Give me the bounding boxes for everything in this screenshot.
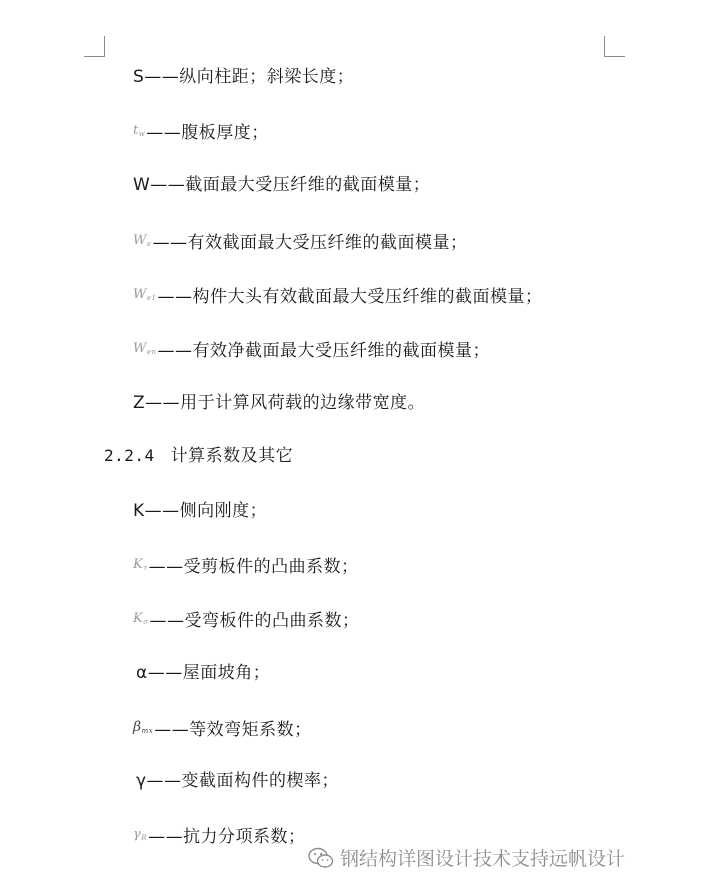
symbol-w-en: $W_{en}$: [133, 341, 157, 356]
definition-w: W——截面最大受压纤维的截面模量；: [133, 175, 431, 195]
symbol-w-e1: $W_{e1}$: [133, 287, 157, 302]
wechat-icon: [308, 847, 334, 869]
symbol-w-e: $W_e$: [133, 233, 152, 248]
watermark: [308, 844, 625, 871]
symbol-gamma-r: $\gamma_R$: [133, 827, 148, 842]
definition-we: $W_e——$有效截面最大受压纤维的截面模量；: [133, 230, 468, 255]
symbol-k-sigma: $K_\sigma$: [133, 611, 149, 626]
watermark-text: 钢结构详图设计技术支持远帆设计: [340, 848, 626, 870]
definition-we1: $W_{e1}——$构件大头有效截面最大受压纤维的截面模量；: [133, 284, 542, 309]
section-number: 2.2.4: [104, 446, 155, 465]
symbol-t-w: $t_w$: [133, 123, 146, 138]
section-heading: [104, 445, 293, 467]
crop-mark-top-right: [604, 36, 625, 57]
definition-gamma-r: $\gamma_R——$抗力分项系数；: [133, 824, 306, 849]
definition-z: Z——用于计算风荷载的边缘带宽度。: [133, 393, 426, 413]
crop-mark-top-left: [84, 36, 105, 57]
definition-t-web: $t_w——$腹板厚度；: [133, 120, 269, 145]
symbol-beta-mx: $\beta_{mx}$: [133, 719, 154, 735]
definition-k-sigma: $K_\sigma——$受弯板件的凸曲系数；: [133, 608, 360, 633]
definition-k-tau: $K_\tau——$受剪板件的凸曲系数；: [133, 554, 359, 579]
definition-s: S——纵向柱距；斜梁长度；: [133, 67, 355, 87]
definition-k: K——侧向刚度；: [133, 501, 268, 521]
definition-beta: $\beta_{mx}——$等效弯矩系数；: [133, 716, 312, 742]
symbol-k-tau: $K_\tau$: [133, 557, 148, 572]
definition-wen: $W_{en}——$有效净截面最大受压纤维的截面模量；: [133, 338, 490, 363]
definition-alpha: α——屋面坡角；: [136, 663, 271, 683]
section-title: 计算系数及其它: [170, 446, 294, 466]
definition-gamma: γ——变截面构件的楔率；: [136, 771, 340, 791]
